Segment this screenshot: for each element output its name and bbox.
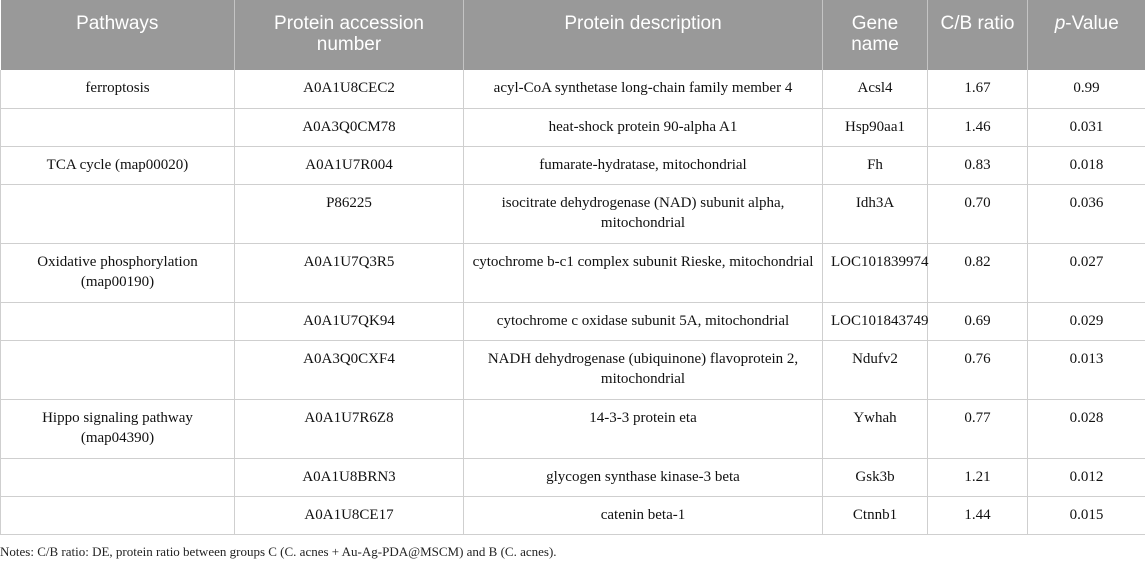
cell-gene: Hsp90aa1	[823, 108, 928, 146]
cell-description: fumarate-hydratase, mitochondrial	[464, 146, 823, 184]
cell-ratio: 0.82	[928, 243, 1028, 302]
header-pvalue	[1028, 0, 1145, 70]
header-row	[1, 0, 1145, 70]
cell-accession: P86225	[235, 184, 464, 243]
table-row	[1, 146, 1145, 184]
cell-ratio: 1.46	[928, 108, 1028, 146]
cell-accession: A0A1U7Q3R5	[235, 243, 464, 302]
header-ratio: C/B ratio	[928, 0, 1028, 70]
cell-pvalue: 0.036	[1028, 184, 1145, 243]
header-pvalue-prefix: p	[1054, 13, 1066, 34]
cell-ratio: 1.21	[928, 458, 1028, 496]
cell-description: 14-3-3 protein eta	[464, 399, 823, 458]
cell-ratio: 0.83	[928, 146, 1028, 184]
cell-description: cytochrome b-c1 complex subunit Rieske, mitochondrial	[464, 243, 823, 302]
cell-gene: Ywhah	[823, 399, 928, 458]
cell-pathway: Oxidative phosphorylation (map00190)	[1, 243, 235, 302]
cell-accession: A0A1U7R004	[235, 146, 464, 184]
cell-pathway	[1, 340, 235, 399]
cell-ratio: 0.76	[928, 340, 1028, 399]
cell-pvalue: 0.028	[1028, 399, 1145, 458]
table-row	[1, 340, 1145, 399]
cell-pathway: Hippo signaling pathway (map04390)	[1, 399, 235, 458]
table-notes: Notes: C/B ratio: DE, protein ratio between groups C (C. acnes + Au-Ag-PDA@MSCM) and B (C. acnes).	[0, 544, 557, 559]
cell-gene: Ndufv2	[823, 340, 928, 399]
cell-pvalue: 0.013	[1028, 340, 1145, 399]
cell-gene: Fh	[823, 146, 928, 184]
cell-accession: A0A3Q0CM78	[235, 108, 464, 146]
header-pvalue-suffix: -Value	[1065, 13, 1119, 34]
cell-ratio: 0.70	[928, 184, 1028, 243]
cell-ratio: 0.77	[928, 399, 1028, 458]
cell-accession: A0A1U8CE17	[235, 496, 464, 534]
table-row	[1, 399, 1145, 458]
cell-accession: A0A1U7QK94	[235, 302, 464, 340]
cell-pathway	[1, 496, 235, 534]
cell-pathway: ferroptosis	[1, 70, 235, 108]
cell-description: heat-shock protein 90-alpha A1	[464, 108, 823, 146]
cell-pvalue: 0.029	[1028, 302, 1145, 340]
cell-pvalue: 0.99	[1028, 70, 1145, 108]
table-row	[1, 108, 1145, 146]
cell-pvalue: 0.027	[1028, 243, 1145, 302]
cell-gene: LOC101839974	[823, 243, 928, 302]
header-description: Protein description	[464, 0, 823, 70]
cell-pvalue: 0.031	[1028, 108, 1145, 146]
header-gene: Gene name	[823, 0, 928, 70]
cell-ratio: 1.67	[928, 70, 1028, 108]
cell-pathway: TCA cycle (map00020)	[1, 146, 235, 184]
cell-pathway	[1, 458, 235, 496]
cell-description: glycogen synthase kinase-3 beta	[464, 458, 823, 496]
table-row	[1, 458, 1145, 496]
cell-gene: Idh3A	[823, 184, 928, 243]
cell-gene: Gsk3b	[823, 458, 928, 496]
cell-ratio: 0.69	[928, 302, 1028, 340]
cell-gene: Acsl4	[823, 70, 928, 108]
cell-accession: A0A1U8BRN3	[235, 458, 464, 496]
table-row	[1, 302, 1145, 340]
header-accession: Protein accession number	[235, 0, 464, 70]
cell-accession: A0A3Q0CXF4	[235, 340, 464, 399]
cell-accession: A0A1U8CEC2	[235, 70, 464, 108]
cell-accession: A0A1U7R6Z8	[235, 399, 464, 458]
cell-pathway	[1, 302, 235, 340]
cell-pvalue: 0.015	[1028, 496, 1145, 534]
cell-description: cytochrome c oxidase subunit 5A, mitochondrial	[464, 302, 823, 340]
cell-description: NADH dehydrogenase (ubiquinone) flavoprotein 2, mitochondrial	[464, 340, 823, 399]
table-row	[1, 184, 1145, 243]
cell-gene: Ctnnb1	[823, 496, 928, 534]
cell-description: catenin beta-1	[464, 496, 823, 534]
cell-description: isocitrate dehydrogenase (NAD) subunit alpha, mitochondrial	[464, 184, 823, 243]
cell-pathway	[1, 108, 235, 146]
cell-pathway	[1, 184, 235, 243]
table-row	[1, 70, 1145, 108]
cell-description: acyl-CoA synthetase long-chain family member 4	[464, 70, 823, 108]
table-row	[1, 243, 1145, 302]
header-pathways: Pathways	[1, 0, 235, 70]
cell-gene: LOC101843749	[823, 302, 928, 340]
cell-pvalue: 0.018	[1028, 146, 1145, 184]
cell-ratio: 1.44	[928, 496, 1028, 534]
cell-pvalue: 0.012	[1028, 458, 1145, 496]
table-row	[1, 496, 1145, 534]
